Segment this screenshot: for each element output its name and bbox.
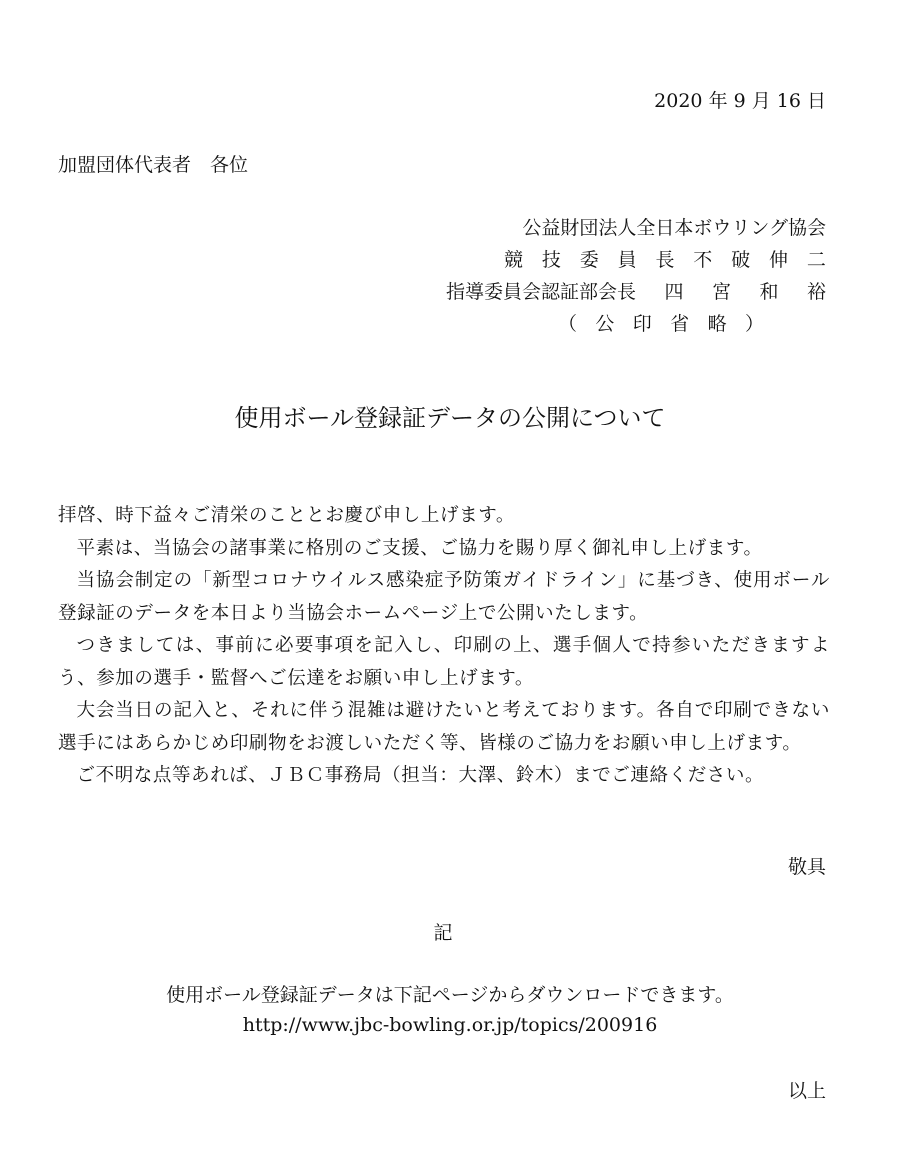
signatory-competition-chair: 競 技 委 員 長 不 破 伸 二 [504, 249, 826, 271]
closing-keigu: 敬具 [787, 856, 826, 878]
body-paragraph-1: 平素は、当協会の諸事業に格別のご支援、ご協力を賜り厚く御礼申し上げます。 [76, 537, 763, 559]
signatory-certification-head: 指導委員会認証部会長 四 宮 和 裕 [446, 281, 826, 303]
download-note: 使用ボール登録証データは下記ページからダウンロードできます。 [166, 984, 734, 1006]
body-paragraph-5: ご不明な点等あれば、ＪＢＣ事務局（担当：大澤、鈴木）までご連絡ください。 [76, 765, 765, 786]
document-title: 使用ボール登録証データの公開について [234, 404, 666, 432]
addressee: 加盟団体代表者 各位 [58, 154, 249, 176]
sender-organization: 公益財団法人全日本ボウリング協会 [522, 217, 826, 239]
body-paragraph-4: 大会当日の記入と、それに伴う混雑は避けたいと考えております。各自で印刷できない選手にはあらかじめ印刷物をお渡しいただく等、皆様のご協力をお願い申し上げます。 [58, 700, 830, 754]
letter-date: 2020 年 9 月 16 日 [654, 90, 826, 112]
letter-body [58, 500, 830, 793]
seal-omitted-note: （ 公 印 省 略 ） [558, 313, 764, 335]
end-mark: 以上 [787, 1080, 826, 1102]
ki-heading: 記 [433, 922, 453, 944]
download-url: http://www.jbc-bowling.or.jp/topics/200916 [242, 1014, 658, 1036]
body-paragraph-3: つきましては、事前に必要事項を記入し、印刷の上、選手個人で持参いただきますよう、参加の選手・監督へご伝達をお願い申し上げます。 [58, 635, 830, 689]
body-paragraph-2: 当協会制定の「新型コロナウイルス感染症予防策ガイドライン」に基づき、使用ボール登録証のデータを本日より当協会ホームページ上で公開いたします。 [58, 570, 830, 624]
greeting-paragraph: 拝啓、時下益々ご清栄のこととお慶び申し上げます。 [58, 505, 515, 526]
